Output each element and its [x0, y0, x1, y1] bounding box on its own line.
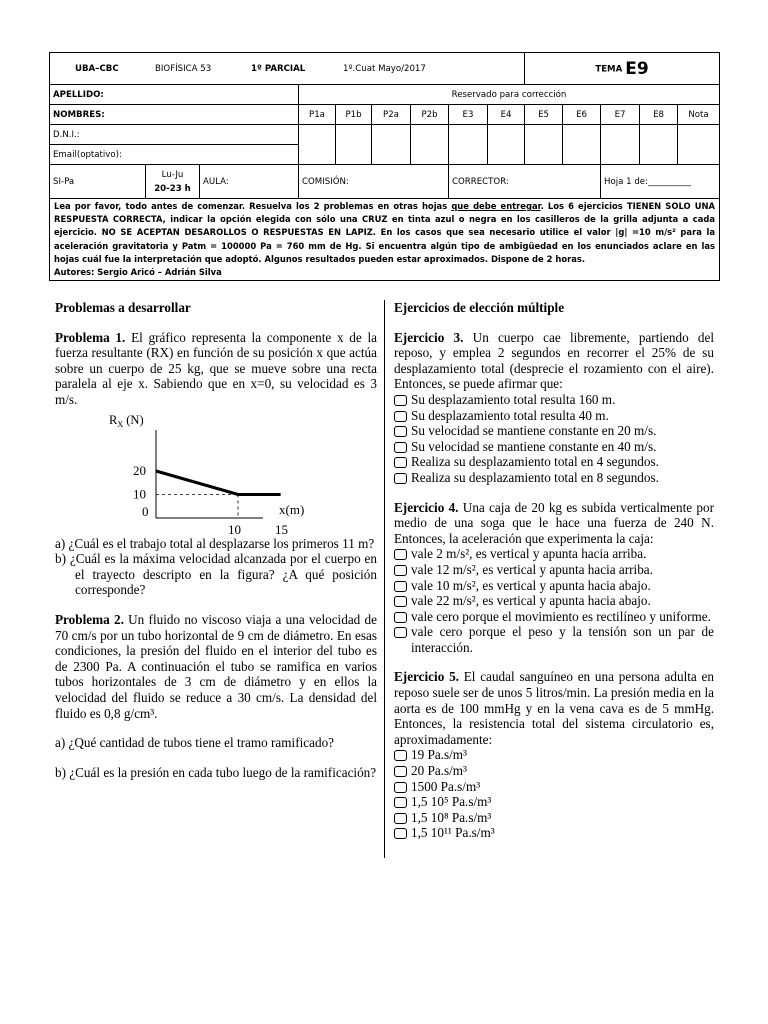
grade-col-nota: Nota [678, 105, 720, 125]
checkbox[interactable] [394, 596, 407, 607]
exercise-5-options [394, 747, 714, 841]
checkbox[interactable] [394, 411, 407, 422]
grade-col-e8: E8 [640, 105, 678, 125]
institution: UBA–CBC [75, 63, 119, 74]
authors: Autores: Sergio Aricó – Adrián Silva [54, 267, 222, 278]
course: BIOFÍSICA 53 [155, 63, 212, 74]
dni-field[interactable] [50, 125, 299, 145]
exercise-3-text: Un cuerpo cae libremente, partiendo del reposo, y emplea 2 segundos en recorrer el 25% de su desplazamiento total (desprecie el rozamiento con el aire). Entonces, se puede afirmar que: [394, 329, 715, 392]
grade-col-p2b: P2b [411, 105, 449, 125]
multiple-choice-column [394, 300, 714, 841]
grade-col-e4: E4 [488, 105, 525, 125]
checkbox[interactable] [394, 395, 407, 406]
sede-cell: SI-Pa [50, 165, 146, 199]
checkbox[interactable] [394, 612, 407, 623]
instructions-underlined: que debe entregar [451, 201, 541, 211]
checkbox[interactable] [394, 442, 407, 453]
exercise-3-option[interactable] [394, 454, 714, 470]
apellido-label: APELLIDO: [53, 89, 104, 100]
option-text: Su desplazamiento total resulta 160 m. [411, 391, 616, 407]
tema-label: TEMA [595, 64, 623, 74]
email-field[interactable] [50, 145, 299, 165]
instructions-part2: . Los 6 ejercicios TIENEN SOLO UNA RESPUESTA CORRECTA, indicar la opción elegida con sólo una CRUZ en tinta azul o negra en los casilleros de la grilla adjunta a cada ejercicio. NO SE ACEPTAN DESAROLLOS O RESPUESTAS EN LAPIZ. En los casos que sea necesario utilice el valor |g| =10 m/s² para la aceleración gravitatoria y Patm = 100000 Pa = 760 mm de Hg. Si encuentra algún tipo de ambigüedad en los enunciados aclare en las hojas cuál fue la interpretación que adoptó. Algunos resultados pueden estar aproximados. Dispone de 2 horas. [54, 201, 716, 264]
grade-box-p1a [299, 125, 336, 165]
schedule-cell [146, 165, 200, 199]
exercise-3-options [394, 392, 714, 486]
exercise-5-option[interactable] [394, 794, 714, 810]
exercise-3-statement [394, 330, 714, 392]
problem-1-statement [55, 330, 377, 408]
tema-code: E9 [625, 58, 649, 79]
option-text: vale 22 m/s², es vertical y apunta hacia abajo. [411, 593, 651, 609]
nombres-label: NOMBRES: [53, 109, 105, 120]
option-text: Su velocidad se mantiene constante en 40 m/s. [411, 438, 657, 454]
grade-col-p1b: P1b [336, 105, 372, 125]
apellido-field[interactable] [50, 85, 299, 105]
force-position-graph [55, 408, 377, 536]
option-text: 1,5 10⁵ Pa.s/m³ [411, 794, 492, 810]
exercise-3-option[interactable] [394, 439, 714, 455]
comision-field[interactable]: COMISIÓN: [299, 165, 449, 199]
exercise-5-statement [394, 669, 714, 747]
grade-box-e8 [640, 125, 678, 165]
problem-2-title: Problema 2. [55, 611, 124, 627]
instructions-part1: Lea por favor, todo antes de comenzar. Resuelva los 2 problemas en otras hojas [54, 201, 452, 211]
y-axis-label-sub: X [117, 419, 124, 429]
grade-box-e3 [449, 125, 488, 165]
mc-section-title: Ejercicios de elección múltiple [394, 300, 565, 315]
checkbox[interactable] [394, 581, 407, 592]
grade-box-p2a [372, 125, 411, 165]
grade-box-e4 [488, 125, 525, 165]
email-label: Email(optativo): [53, 149, 122, 160]
checkbox[interactable] [394, 782, 407, 793]
exercise-4-statement [394, 500, 714, 547]
grade-col-e7: E7 [601, 105, 640, 125]
exercise-4-option[interactable] [394, 562, 714, 578]
exercise-3-option[interactable] [394, 470, 714, 486]
hoja-field[interactable]: Hoja 1 de:__________ [601, 165, 720, 199]
exercise-4-option[interactable] [394, 593, 714, 609]
force-series-line [156, 471, 281, 495]
exercise-4-options [394, 546, 714, 655]
exercise-4-option[interactable] [394, 546, 714, 562]
reserved-label: Reservado para corrección [299, 85, 720, 105]
checkbox[interactable] [394, 797, 407, 808]
exercise-5-option[interactable] [394, 763, 714, 779]
option-text: 20 Pa.s/m³ [411, 763, 467, 779]
nombres-field[interactable] [50, 105, 299, 125]
problems-section-title: Problemas a desarrollar [55, 300, 191, 315]
x-tick-label: 15 [275, 521, 288, 536]
problem-1-title: Problema 1. [55, 329, 126, 345]
y-tick-label: 10 [133, 486, 146, 502]
grade-box-p1b [336, 125, 372, 165]
problem-1-question-b: b) ¿Cuál es la máxima velocidad alcanzada por el cuerpo en el trayecto descripto en la figura? ¿A qué posición corresponde? [55, 551, 377, 598]
aula-field[interactable]: AULA: [200, 165, 299, 199]
checkbox[interactable] [394, 457, 407, 468]
grade-box-e7 [601, 125, 640, 165]
checkbox[interactable] [394, 473, 407, 484]
tema-cell [525, 53, 720, 85]
grade-col-p2a: P2a [372, 105, 411, 125]
header-title-row [50, 53, 525, 85]
exam-name: 1º PARCIAL [251, 63, 306, 74]
grade-box-p2b [411, 125, 449, 165]
corrector-field[interactable]: CORRECTOR: [449, 165, 601, 199]
checkbox[interactable] [394, 813, 407, 824]
grade-box-nota [678, 125, 720, 165]
checkbox[interactable] [394, 766, 407, 777]
option-text: 19 Pa.s/m³ [411, 747, 467, 763]
exercise-5-text: El caudal sanguíneo en una persona adulta en reposo suele ser de unos 5 litros/min. La presión media en la aorta es de 100 mmHg y en la vena cava es de 5 mmHg. Entonces, la resistencia total del sistema circulatorio es, aproximadamente: [394, 669, 714, 747]
checkbox[interactable] [394, 565, 407, 576]
dni-label: D.N.I.: [53, 129, 80, 140]
exercise-3-option[interactable] [394, 423, 714, 439]
problem-2-question-a: a) ¿Qué cantidad de tubos tiene el tramo ramificado? [55, 735, 335, 751]
option-text: vale 10 m/s², es vertical y apunta hacia abajo. [411, 577, 651, 593]
problem-1-question-a: a) ¿Cuál es el trabajo total al desplazarse los primeros 11 m? [55, 535, 375, 551]
exercise-5-option[interactable] [394, 825, 714, 841]
column-divider [384, 300, 385, 858]
exam-header-table [49, 52, 720, 281]
exercise-4-option[interactable] [394, 609, 714, 625]
checkbox[interactable] [394, 828, 407, 839]
y-axis-label-unit: (N) [123, 412, 144, 427]
grade-box-e6 [563, 125, 601, 165]
exercise-5-option[interactable] [394, 810, 714, 826]
option-text: 1500 Pa.s/m³ [411, 778, 481, 794]
x-tick-label: 0 [142, 503, 149, 519]
grade-col-e5: E5 [525, 105, 563, 125]
checkbox[interactable] [394, 549, 407, 560]
checkbox[interactable] [394, 750, 407, 761]
option-text: 1,5 10¹¹ Pa.s/m³ [411, 825, 495, 841]
x-axis-label: x(m) [279, 501, 305, 517]
option-text: 1,5 10⁸ Pa.s/m³ [411, 809, 492, 825]
exercise-4-option[interactable] [394, 578, 714, 594]
problem-1-text: El gráfico representa la componente x de la fuerza resultante (RX) en función de su posición x que actúa sobre un cuerpo de 25 kg, que se mueve sobre una recta paralela al eje x. Sabiendo que en x=0, su velocidad es 3 m/s. [55, 329, 378, 407]
option-text: Realiza su desplazamiento total en 8 segundos. [411, 469, 659, 485]
hours: 20-23 h [154, 183, 191, 194]
problem-2-statement [55, 612, 377, 721]
grade-col-e3: E3 [449, 105, 488, 125]
exercise-3-option[interactable] [394, 392, 714, 408]
checkbox[interactable] [394, 426, 407, 437]
exercise-3-option[interactable] [394, 408, 714, 424]
option-text: vale 2 m/s², es vertical y apunta hacia arriba. [411, 546, 647, 562]
instructions [50, 199, 720, 281]
option-text: Realiza su desplazamiento total en 4 segundos. [411, 454, 659, 470]
exercise-5-option[interactable] [394, 747, 714, 763]
exam-period: 1º.Cuat Mayo/2017 [343, 63, 426, 74]
y-axis-label-r: R [109, 412, 118, 427]
grade-box-e5 [525, 125, 563, 165]
y-axis-label [109, 413, 144, 429]
exercise-3-title: Ejercicio 3. [394, 329, 464, 345]
problem-2-question-b: b) ¿Cuál es la presión en cada tubo luego de la ramificación? [55, 764, 377, 780]
exercise-5-title: Ejercicio 5. [394, 669, 459, 685]
option-text: Su velocidad se mantiene constante en 20 m/s. [411, 423, 657, 439]
days: Lu-Ju [161, 169, 184, 180]
exercise-4-title: Ejercicio 4. [394, 499, 459, 515]
problems-column [55, 300, 377, 780]
grade-col-e6: E6 [563, 105, 601, 125]
force-chart-svg [55, 408, 377, 536]
exercise-5-option[interactable] [394, 779, 714, 795]
problem-2-text: Un fluido no viscoso viaja a una velocidad de 70 cm/s por un tubo horizontal de 9 cm de diámetro. En esas condiciones, la presión del fluido en el interior del tubo es de 2300 Pa. A continuación el tubo se ramifica en varios tubos horizontales de 3 cm de diámetro y en ellos la velocidad del fluido se reduce a 30 cm/s. La densidad del fluido es 0,8 g/cm³. [55, 611, 377, 721]
exercise-4-option[interactable] [394, 624, 714, 655]
checkbox[interactable] [394, 627, 407, 638]
option-text: vale cero porque el movimiento es rectilíneo y uniforme. [411, 608, 711, 624]
exercise-4-text: Una caja de 20 kg es subida verticalmente por medio de una soga que le hace una fuerza de 240 N. Entonces, la aceleración que experimenta la caja: [394, 499, 714, 546]
option-text: vale cero porque el peso y la tensión son un par de interacción. [411, 624, 714, 655]
y-tick-label: 20 [133, 462, 146, 478]
x-tick-label: 10 [228, 521, 241, 536]
option-text: vale 12 m/s², es vertical y apunta hacia arriba. [411, 561, 653, 577]
option-text: Su desplazamiento total resulta 40 m. [411, 407, 609, 423]
grade-col-p1a: P1a [299, 105, 336, 125]
